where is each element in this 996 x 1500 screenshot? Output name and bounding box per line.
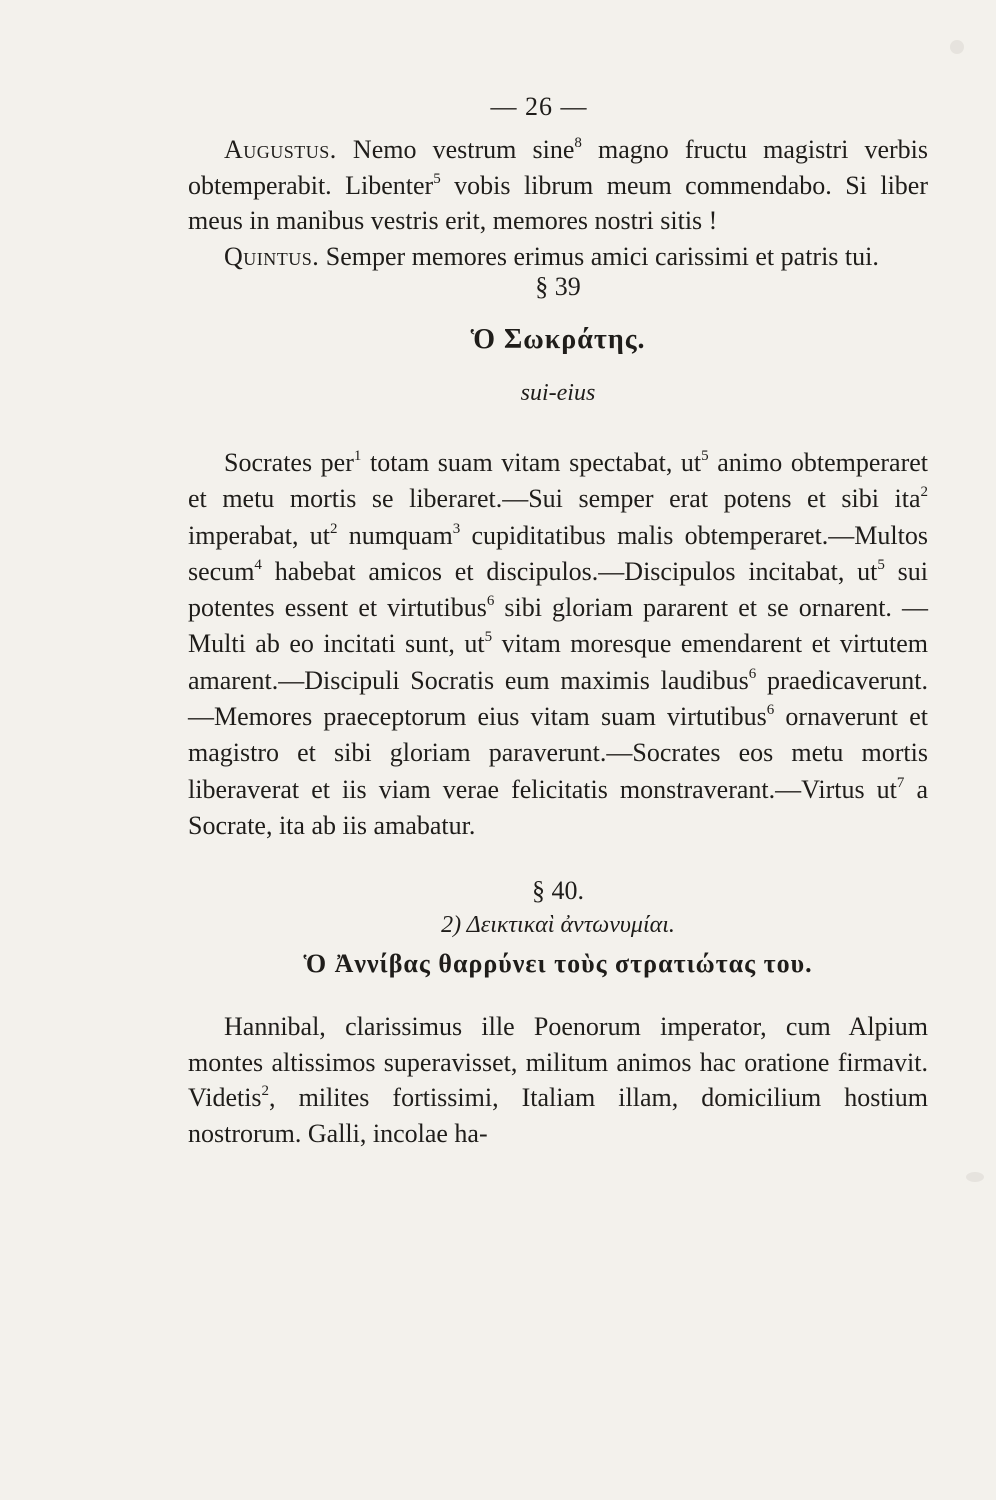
speaker-quintus: Quintus. <box>224 241 320 271</box>
section-39-heading: § 39 <box>535 272 581 301</box>
page-number: — 26 — <box>490 92 588 121</box>
speaker-augustus: Augustus. <box>224 135 337 164</box>
section-39-subtitle: sui-eius <box>520 380 596 406</box>
paper-speck <box>966 1172 984 1182</box>
quintus-speech: Quintus. Semper memores erimus amici carissimi et patris tui. <box>224 241 879 271</box>
section-39-title: Ὁ Σωκράτης. <box>470 324 646 355</box>
augustus-speech: Augustus. Nemo vestrum sine$^8$ magno fructu magistri verbis obtemperabit. Libenter$^5$ vobis librum meum commendabo. Si liber meus in manibus vestris erit, memores nostri sitis ! <box>188 135 928 235</box>
section-39-text: Socrates per$^1$ totam suam vitam spectabat, $ut^5$ animo obtemperaret et metu mortis se liberaret.—Sui semper erat potens et sibi ita$^2$ imperabat, $ut^2$ numquam$^3$ cupiditatibus malis obtemperaret.—Multos secum$^4$ habebat amicos et discipulos.—Discipulos incitabat, $ut^5$ sui potentes essent et virtutibus$^6$ sibi gloriam pararent et se ornarent. —Multi ab eo incitati sunt, $ut^5$ vitam moresque emendarent et virtutem amarent.—Discipuli Socratis eum maximis laudibus$^6$ praedicaverunt.—Memores praeceptorum eius vitam suam virtutibus$^6$ ornaverunt et magistro et sibi gloriam paraverunt.—Socrates eos metu mortis liberaverat et iis viam verae felicitatis monstraverant.—Virtus $ut^7$ a Socrate, ita ab iis amabatur. <box>188 448 928 840</box>
paper-speck <box>950 40 964 54</box>
section-40-title: Ὁ Ἀννίβας θαρρύνει τοὺς στρατιώτας του. <box>303 949 813 979</box>
section-40-subtitle: 2) Δεικτικαὶ ἀντωνυμίαι. <box>441 912 675 939</box>
section-40-heading: § 40. <box>532 876 584 906</box>
section-40-text: Hannibal, clarissimus ille Poenorum imperator, cum Alpium montes altissimos superavisset, militum animos hac oratione firmavit. Videtis$^2$, milites fortissimi, Italiam illam, domicilium hostium nostrorum. Galli, incolae ha- <box>188 1012 928 1148</box>
